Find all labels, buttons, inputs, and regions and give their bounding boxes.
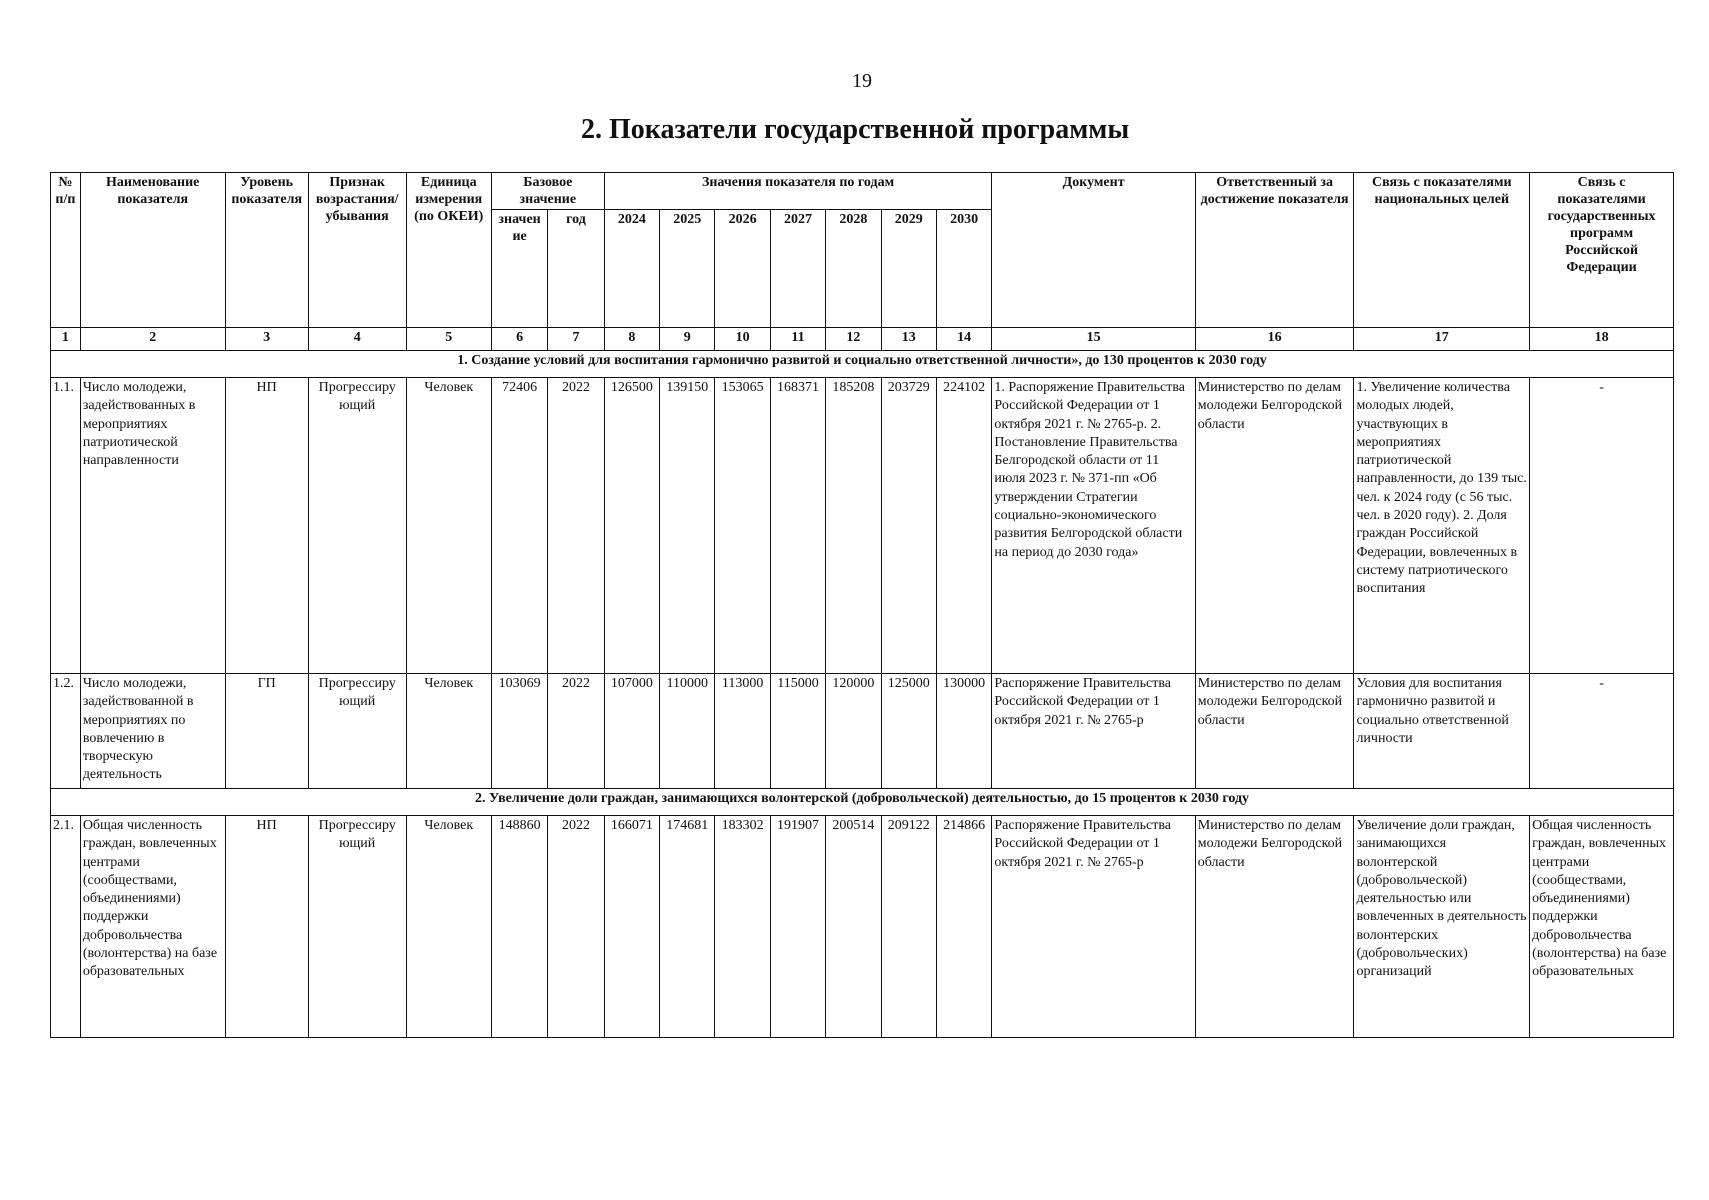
indicator-unit: Человек	[406, 816, 491, 1038]
value-2024: 107000	[604, 674, 659, 789]
table-row	[51, 816, 1674, 1038]
section-title: 2. Увеличение доли граждан, занимающихся волонтерской (добровольческой) деятельностью, до 15 процентов к 2030 году	[51, 789, 1674, 816]
col-num: 12	[826, 328, 881, 351]
responsible-body: Министерство по делам молодежи Белгородской области	[1195, 378, 1354, 674]
value-2025: 174681	[660, 816, 715, 1038]
col-num: 6	[491, 328, 547, 351]
value-2026: 153065	[715, 378, 770, 674]
col-num: 4	[308, 328, 406, 351]
header-base: Базовое значение	[491, 173, 604, 210]
value-2027: 115000	[770, 674, 825, 789]
col-num: 8	[604, 328, 659, 351]
federal-programs-link: -	[1530, 674, 1674, 789]
document-ref: 1. Распоряжение Правительства Российской Федерации от 1 октября 2021 г. № 2765-р. 2. Постановление Правительства Белгородской области от 11 июля 2023 г. № 371-пп «Об утверждении Стратегии социально-экономического развития Белгородской области на период до 2030 года»	[992, 378, 1195, 674]
value-2026: 113000	[715, 674, 770, 789]
col-num: 10	[715, 328, 770, 351]
value-2030: 214866	[936, 816, 991, 1038]
responsible-body: Министерство по делам молодежи Белгородской области	[1195, 816, 1354, 1038]
base-year: 2022	[548, 378, 604, 674]
col-num: 16	[1195, 328, 1354, 351]
col-num: 9	[660, 328, 715, 351]
header-national-goals: Связь с показателями национальных целей	[1354, 173, 1530, 328]
base-year: 2022	[548, 816, 604, 1038]
header-base-value: значен ие	[491, 210, 547, 328]
col-num: 14	[936, 328, 991, 351]
page-number: 19	[852, 70, 872, 92]
value-2029: 203729	[881, 378, 936, 674]
section-row	[51, 351, 1674, 378]
header-year-2025: 2025	[660, 210, 715, 328]
indicator-level: НП	[225, 378, 308, 674]
federal-programs-link: Общая численность граждан, вовлеченных центрами (сообществами, объединениями) поддержки добровольчества (волонтерства) на базе образовательных	[1530, 816, 1674, 1038]
row-number: 1.2.	[51, 674, 81, 789]
section-title: 1. Создание условий для воспитания гармонично развитой и социально ответственной личности», до 130 процентов к 2030 году	[51, 351, 1674, 378]
value-2025: 110000	[660, 674, 715, 789]
base-year: 2022	[548, 674, 604, 789]
document-ref: Распоряжение Правительства Российской Федерации от 1 октября 2021 г. № 2765-р	[992, 816, 1195, 1038]
col-num: 1	[51, 328, 81, 351]
base-value: 103069	[491, 674, 547, 789]
col-num: 2	[80, 328, 225, 351]
header-no: № п/п	[51, 173, 81, 328]
header-year-2028: 2028	[826, 210, 881, 328]
value-2030: 130000	[936, 674, 991, 789]
col-num: 7	[548, 328, 604, 351]
base-value: 72406	[491, 378, 547, 674]
header-row-1	[51, 173, 1674, 210]
row-number: 2.1.	[51, 816, 81, 1038]
section-row	[51, 789, 1674, 816]
national-goals-link: Увеличение доли граждан, занимающихся волонтерской (добровольческой) деятельностью или вовлеченных в деятельность волонтерских (добровольческих) организаций	[1354, 816, 1530, 1038]
value-2024: 126500	[604, 378, 659, 674]
value-2029: 125000	[881, 674, 936, 789]
col-num: 17	[1354, 328, 1530, 351]
document-ref: Распоряжение Правительства Российской Федерации от 1 октября 2021 г. № 2765-р	[992, 674, 1195, 789]
header-federal-programs: Связь с показателями государственных программ Российской Федерации	[1530, 173, 1674, 328]
national-goals-link: Условия для воспитания гармонично развитой и социально ответственной личности	[1354, 674, 1530, 789]
national-goals-link: 1. Увеличение количества молодых людей, участвующих в мероприятиях патриотической направленности, до 139 тыс. чел. к 2024 году (с 56 тыс. чел. в 2020 году). 2. Доля граждан Российской Федерации, вовлеченных в систему патриотического воспитания	[1354, 378, 1530, 674]
header-level: Уровень показателя	[225, 173, 308, 328]
header-by-years: Значения показателя по годам	[604, 173, 992, 210]
value-2027: 168371	[770, 378, 825, 674]
indicator-sign: Прогрессиру ющий	[308, 816, 406, 1038]
indicators-table	[50, 172, 1674, 1038]
header-year-2029: 2029	[881, 210, 936, 328]
indicator-name: Число молодежи, задействованной в мероприятиях по вовлечению в творческую деятельность	[80, 674, 225, 789]
col-num: 13	[881, 328, 936, 351]
indicator-name: Общая численность граждан, вовлеченных центрами (сообществами, объединениями) поддержки добровольчества (волонтерства) на базе образовательных	[80, 816, 225, 1038]
header-document: Документ	[992, 173, 1195, 328]
col-num: 15	[992, 328, 1195, 351]
federal-programs-link: -	[1530, 378, 1674, 674]
col-num: 3	[225, 328, 308, 351]
table-row	[51, 674, 1674, 789]
header-year-2024: 2024	[604, 210, 659, 328]
indicator-unit: Человек	[406, 378, 491, 674]
responsible-body: Министерство по делам молодежи Белгородской области	[1195, 674, 1354, 789]
col-num: 5	[406, 328, 491, 351]
value-2028: 185208	[826, 378, 881, 674]
value-2028: 200514	[826, 816, 881, 1038]
header-year-2026: 2026	[715, 210, 770, 328]
value-2025: 139150	[660, 378, 715, 674]
value-2024: 166071	[604, 816, 659, 1038]
value-2028: 120000	[826, 674, 881, 789]
header-base-year: год	[548, 210, 604, 328]
indicator-level: НП	[225, 816, 308, 1038]
header-responsible: Ответственный за достижение показателя	[1195, 173, 1354, 328]
value-2026: 183302	[715, 816, 770, 1038]
column-number-row	[51, 328, 1674, 351]
header-year-2027: 2027	[770, 210, 825, 328]
col-num: 11	[770, 328, 825, 351]
value-2027: 191907	[770, 816, 825, 1038]
value-2030: 224102	[936, 378, 991, 674]
indicator-unit: Человек	[406, 674, 491, 789]
value-2029: 209122	[881, 816, 936, 1038]
indicator-name: Число молодежи, задействованных в мероприятиях патриотической направленности	[80, 378, 225, 674]
header-sign: Признак возрастания/ убывания	[308, 173, 406, 328]
row-number: 1.1.	[51, 378, 81, 674]
header-name: Наименование показателя	[80, 173, 225, 328]
indicator-sign: Прогрессиру ющий	[308, 674, 406, 789]
header-unit: Единица измерения (по ОКЕИ)	[406, 173, 491, 328]
base-value: 148860	[491, 816, 547, 1038]
header-year-2030: 2030	[936, 210, 991, 328]
indicator-level: ГП	[225, 674, 308, 789]
indicator-sign: Прогрессиру ющий	[308, 378, 406, 674]
table-row	[51, 378, 1674, 674]
col-num: 18	[1530, 328, 1674, 351]
page-title: 2. Показатели государственной программы	[581, 114, 1130, 145]
